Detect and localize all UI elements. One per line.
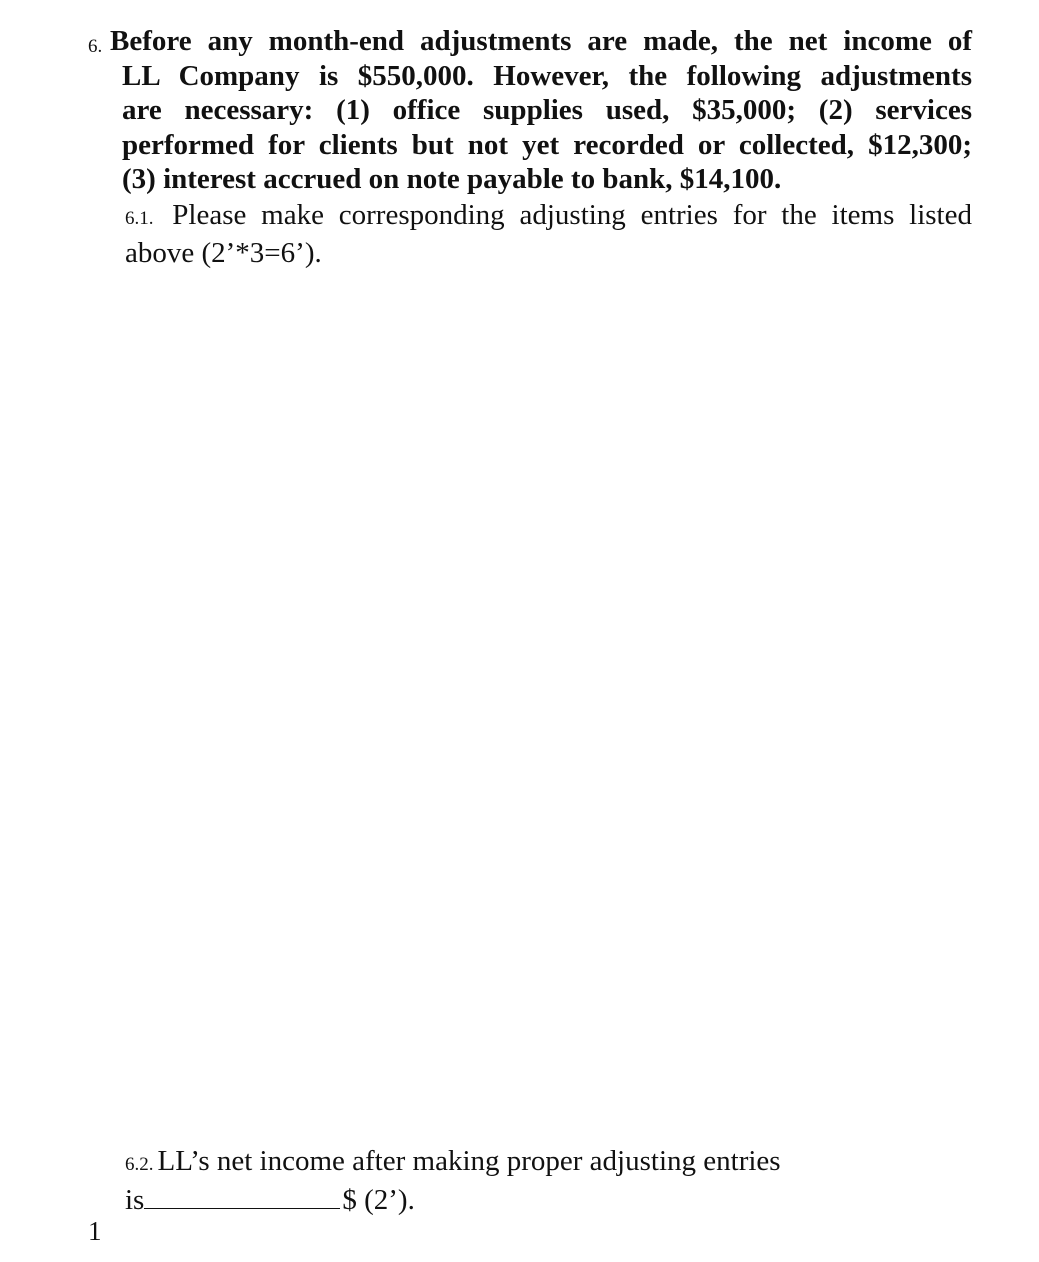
page-number: 1 xyxy=(88,1216,102,1246)
question-text xyxy=(110,24,972,197)
question-line: performed for clients but not yet recorded or collected, $12,300; xyxy=(122,128,972,161)
answer-blank[interactable] xyxy=(144,1182,340,1209)
question-line: are necessary: (1) office supplies used, $35,000; (2) services xyxy=(122,94,972,126)
answer-prefix: is xyxy=(125,1184,145,1216)
subquestion-6-2 xyxy=(125,1144,835,1217)
subquestion-line xyxy=(125,1144,835,1182)
subquestion-number: 6.2. xyxy=(125,1154,154,1175)
subquestion-6-1 xyxy=(125,198,972,270)
subquestion-text: Please make corresponding adjusting entries for the items listed xyxy=(172,199,972,231)
question-line: (3) interest accrued on note payable to bank, $14,100. xyxy=(122,163,782,195)
subquestion-line: above (2’*3=6’). xyxy=(125,237,322,269)
question-line: LL Company is $550,000. However, the following adjustments xyxy=(122,59,972,92)
answer-suffix: $ (2’). xyxy=(342,1184,415,1216)
answer-line xyxy=(125,1182,835,1217)
subquestion-text: LL’s net income after making proper adjusting entries xyxy=(157,1145,781,1177)
question-line: Before any month-end adjustments are made, the net income of xyxy=(110,25,972,57)
subquestion-number: 6.1. xyxy=(125,208,154,229)
question-number: 6. xyxy=(88,36,103,57)
subquestion-line xyxy=(125,198,972,236)
